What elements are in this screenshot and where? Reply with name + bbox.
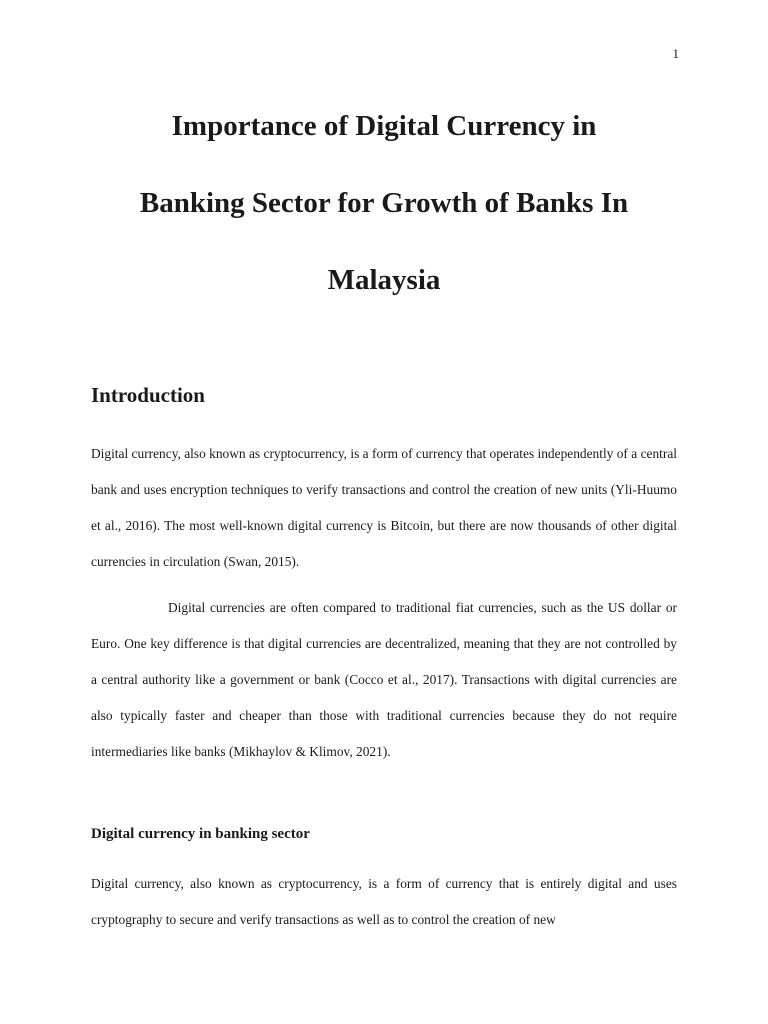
- page-number: 1: [672, 46, 679, 61]
- paragraph: Digital currency, also known as cryptocurrency, is a form of currency that is entirely digital and uses cryptography to secure and verify transactions as well as to control the creation of new: [91, 876, 677, 927]
- paragraph: Digital currencies are often compared to traditional fiat currencies, such as the US dollar or Euro. One key difference is that digital currencies are decentralized, meaning that they are not controlled by a central authority like a government or bank (Cocco et al., 2017). Transactions with digital currencies are also typically faster and cheaper than those with traditional currencies because they do not require intermediaries like banks (Mikhaylov & Klimov, 2021).: [91, 600, 677, 759]
- document-title: [0, 88, 768, 319]
- title-line: Importance of Digital Currency in: [171, 110, 597, 142]
- title-line: Malaysia: [327, 264, 441, 296]
- paragraph: Digital currency, also known as cryptocurrency, is a form of currency that operates independently of a central bank and uses encryption techniques to verify transactions and control the creation of new units (Yli-Huumo et al., 2016). The most well-known digital currency is Bitcoin, but there are now thousands of other digital currencies in circulation (Swan, 2015).: [91, 446, 677, 569]
- section-heading-digital-currency-banking: Digital currency in banking sector: [91, 826, 310, 842]
- section-heading-introduction: Introduction: [91, 383, 205, 407]
- title-line: Banking Sector for Growth of Banks In: [139, 187, 629, 219]
